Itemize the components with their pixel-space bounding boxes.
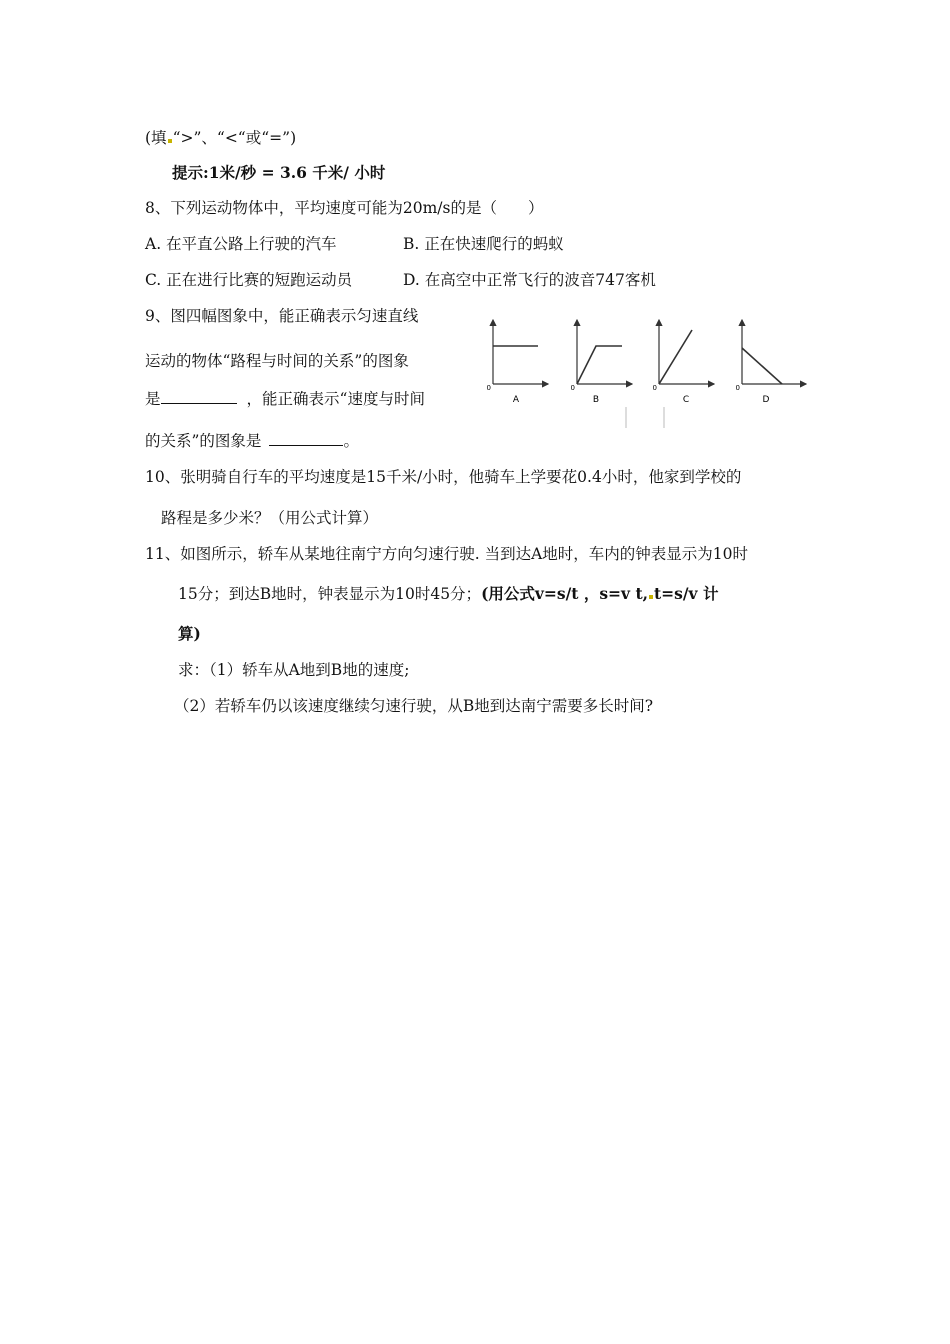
motion-graphs-figure <box>476 312 820 428</box>
question-9-line2: 运动的物体“路程与时间的关系”的图象 <box>145 352 409 370</box>
graph-c-curve <box>659 330 692 384</box>
q8-option-b: B. 正在快速爬行的蚂蚁 <box>403 235 564 253</box>
question-10-line1: 10、张明骑自行车的平均速度是15千米/小时，他骑车上学要花0.4小时，他家到学校的 <box>145 468 742 486</box>
q9-text-period: 。 <box>343 432 359 450</box>
question-11-ask2: （2）若轿车仍以该速度继续匀速行驶，从B地到达南宁需要多长时间? <box>174 697 654 715</box>
graph-a <box>487 320 548 405</box>
q8-option-c: C. 正在进行比赛的短跑运动员 <box>145 271 353 289</box>
question-9-line3 <box>145 389 425 409</box>
question-11-line3: 算) <box>178 624 201 643</box>
graph-c <box>653 320 714 405</box>
q11-formula-hint-end: t=s/v 计 <box>654 584 719 603</box>
question-11-line2 <box>178 584 718 604</box>
graph-d-curve <box>742 348 782 384</box>
highlight-mark <box>649 595 653 599</box>
answer-blank-2[interactable] <box>269 431 343 446</box>
graph-a-label: A <box>512 395 520 405</box>
fill-hint-symbols: “>”、“<“或“=”) <box>172 129 297 147</box>
graph-b-curve <box>577 346 622 384</box>
graph-d-origin: 0 <box>735 384 740 392</box>
tip-line: 提示:1米/秒 = 3.6 千米/ 小时 <box>172 163 386 182</box>
graph-b-origin: 0 <box>570 384 575 392</box>
answer-blank-1[interactable] <box>161 389 237 404</box>
graph-c-origin: 0 <box>652 384 657 392</box>
highlight-mark <box>168 139 172 143</box>
q11-formula-hint: (用公式v=s/t ，s=v t, <box>481 584 649 603</box>
motion-graphs-svg <box>476 312 820 428</box>
graph-c-label: C <box>682 395 690 405</box>
graph-b-label: B <box>592 395 600 405</box>
graph-d <box>736 320 806 405</box>
q9-text-speed: ，能正确表示“速度与时间 <box>246 390 425 408</box>
question-11-ask1: 求：（1）轿车从A地到B地的速度; <box>178 661 410 679</box>
q8-option-d: D. 在高空中正常飞行的波音747客机 <box>403 271 656 289</box>
question-11-line1: 11、如图所示，轿车从某地往南宁方向匀速行驶. 当到达A地时，车内的钟表显示为10时 <box>145 545 748 563</box>
fill-hint-line <box>145 128 296 148</box>
question-9-line1: 9、图四幅图象中，能正确表示匀速直线 <box>145 307 419 325</box>
question-8: 8、下列运动物体中，平均速度可能为20m/s的是（ ） <box>145 199 544 217</box>
graph-d-label: D <box>762 395 770 405</box>
q11-clock-text: 15分；到达B地时，钟表显示为10时45分； <box>178 585 482 603</box>
q9-text-relation: 的关系”的图象是 <box>145 432 262 450</box>
question-10-line2: 路程是多少米？（用公式计算） <box>161 509 379 527</box>
q9-text-is: 是 <box>145 390 161 408</box>
graph-b <box>571 320 632 405</box>
fill-hint-prefix: (填 <box>145 129 167 147</box>
question-9-line4 <box>145 431 359 451</box>
graph-a-origin: 0 <box>486 384 491 392</box>
q8-option-a: A. 在平直公路上行驶的汽车 <box>145 235 337 253</box>
